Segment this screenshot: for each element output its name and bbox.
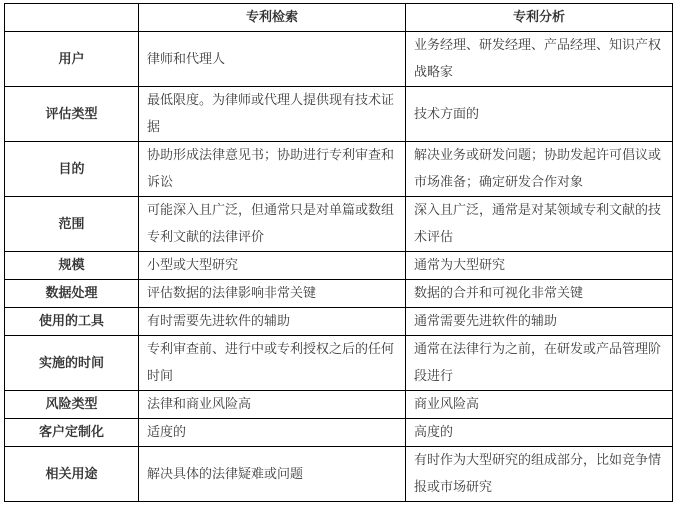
patent-analysis-cell: 商业风险高 <box>406 391 673 419</box>
patent-search-cell: 评估数据的法律影响非常关键 <box>139 280 406 308</box>
row-label: 风险类型 <box>5 391 139 419</box>
row-label: 客户定制化 <box>5 419 139 447</box>
comparison-table <box>4 3 673 502</box>
patent-search-cell: 法律和商业风险高 <box>139 391 406 419</box>
row-label: 范围 <box>5 197 139 252</box>
row-label: 目的 <box>5 142 139 197</box>
patent-search-cell: 律师和代理人 <box>139 32 406 87</box>
patent-analysis-cell: 高度的 <box>406 419 673 447</box>
header-row <box>5 4 673 32</box>
table-row <box>5 336 673 391</box>
patent-search-cell: 解决具体的法律疑难或问题 <box>139 447 406 502</box>
table-row <box>5 447 673 502</box>
row-label: 评估类型 <box>5 87 139 142</box>
header-corner <box>5 4 139 32</box>
row-label: 相关用途 <box>5 447 139 502</box>
header-patent-search: 专利检索 <box>139 4 406 32</box>
row-label: 规模 <box>5 252 139 280</box>
patent-analysis-cell: 通常需要先进软件的辅助 <box>406 308 673 336</box>
patent-search-cell: 有时需要先进软件的辅助 <box>139 308 406 336</box>
patent-analysis-cell: 有时作为大型研究的组成部分，比如竞争情报或市场研究 <box>406 447 673 502</box>
patent-search-cell: 适度的 <box>139 419 406 447</box>
patent-search-cell: 小型或大型研究 <box>139 252 406 280</box>
patent-analysis-cell: 解决业务或研发问题；协助发起许可倡议或市场准备；确定研发合作对象 <box>406 142 673 197</box>
patent-search-cell: 专利审查前、进行中或专利授权之后的任何时间 <box>139 336 406 391</box>
patent-search-cell: 协助形成法律意见书；协助进行专利审查和诉讼 <box>139 142 406 197</box>
patent-search-cell: 可能深入且广泛，但通常只是对单篇或数组专利文献的法律评价 <box>139 197 406 252</box>
table-row <box>5 419 673 447</box>
table-row <box>5 142 673 197</box>
patent-analysis-cell: 通常在法律行为之前，在研发或产品管理阶段进行 <box>406 336 673 391</box>
table-row <box>5 197 673 252</box>
table-row <box>5 391 673 419</box>
patent-search-cell: 最低限度。为律师或代理人提供现有技术证据 <box>139 87 406 142</box>
row-label: 使用的工具 <box>5 308 139 336</box>
table-row <box>5 32 673 87</box>
row-label: 数据处理 <box>5 280 139 308</box>
row-label: 实施的时间 <box>5 336 139 391</box>
header-patent-analysis: 专利分析 <box>406 4 673 32</box>
patent-analysis-cell: 技术方面的 <box>406 87 673 142</box>
patent-analysis-cell: 业务经理、研发经理、产品经理、知识产权战略家 <box>406 32 673 87</box>
patent-analysis-cell: 通常为大型研究 <box>406 252 673 280</box>
table-row <box>5 280 673 308</box>
table-row <box>5 87 673 142</box>
table-row <box>5 252 673 280</box>
table-row <box>5 308 673 336</box>
patent-analysis-cell: 深入且广泛，通常是对某领域专利文献的技术评估 <box>406 197 673 252</box>
patent-analysis-cell: 数据的合并和可视化非常关键 <box>406 280 673 308</box>
row-label: 用户 <box>5 32 139 87</box>
